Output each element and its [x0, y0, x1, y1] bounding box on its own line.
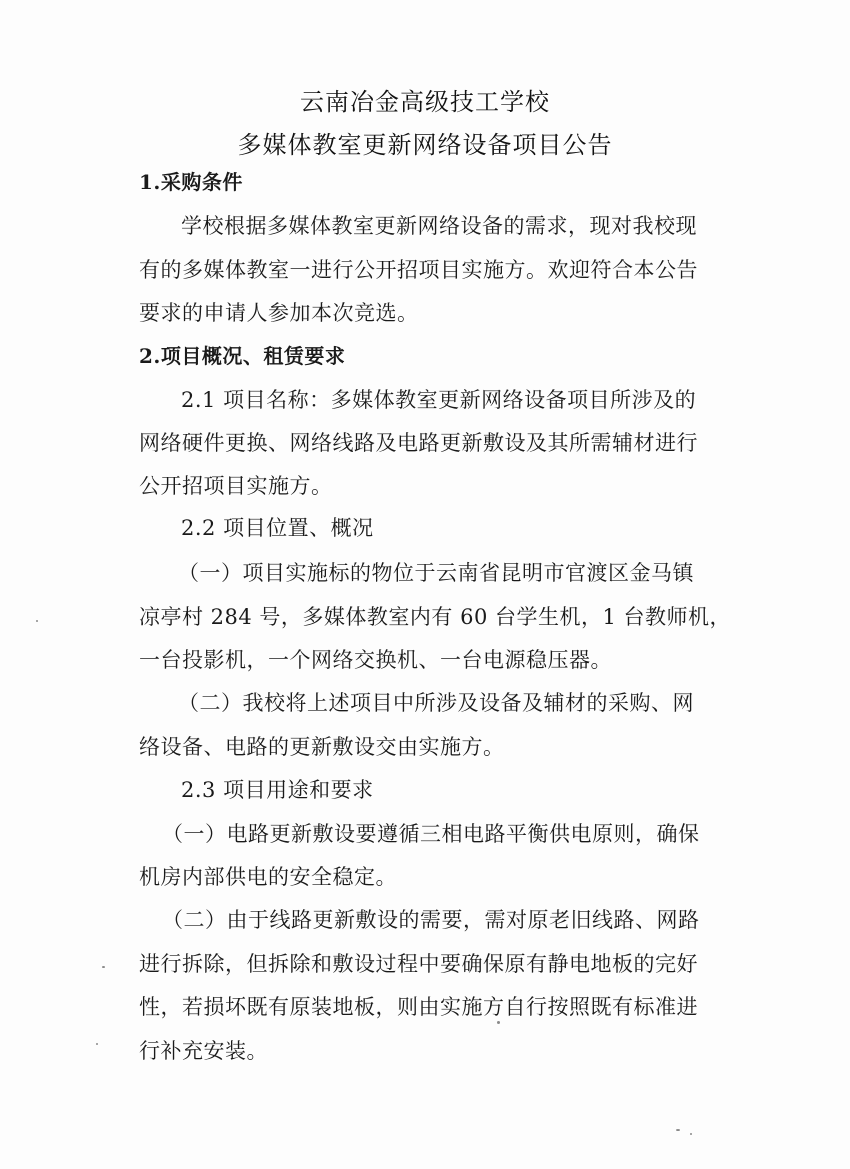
- paragraph-line: （一）电路更新敷设要遵循三相电路平衡供电原则，确保: [162, 822, 700, 846]
- scan-speck: [497, 1021, 500, 1024]
- section-heading-overview: 2.项目概况、租赁要求: [139, 344, 346, 368]
- scan-speck: [96, 1043, 98, 1045]
- paragraph-line: （二）我校将上述项目中所涉及设备及辅材的采购、网: [178, 691, 694, 715]
- scan-speck: [102, 966, 105, 968]
- scan-speck: [676, 1129, 680, 1131]
- section-heading-procurement: 1.采购条件: [139, 170, 243, 194]
- paragraph-line: 机房内部供电的安全稳定。: [139, 865, 397, 889]
- subsection-heading-location: 2.2 项目位置、概况: [181, 516, 374, 540]
- paragraph-line: 一台投影机，一个网络交换机、一台电源稳压器。: [139, 648, 612, 672]
- paragraph-line: 网络硬件更换、网络线路及电路更新敷设及其所需辅材进行: [139, 431, 698, 455]
- paragraph-line: 要求的申请人参加本次竞选。: [139, 301, 419, 325]
- subsection-heading-usage: 2.3 项目用途和要求: [181, 778, 374, 802]
- paragraph-line: 进行拆除，但拆除和敷设过程中要确保原有静电地板的完好: [139, 952, 698, 976]
- paragraph-line: 行补充安装。: [139, 1039, 268, 1063]
- scan-speck: [690, 1133, 692, 1135]
- paragraph-line: （一）项目实施标的物位于云南省昆明市官渡区金马镇: [178, 561, 694, 585]
- paragraph-line: 凉亭村 284 号，多媒体教室内有 60 台学生机，1 台教师机，: [139, 605, 732, 629]
- scan-speck: [36, 620, 38, 622]
- paragraph-line: 络设备、电路的更新敷设交由实施方。: [139, 735, 505, 759]
- paragraph-line: 性，若损坏既有原装地板，则由实施方自行按照既有标准进: [139, 995, 698, 1019]
- paragraph-line: 有的多媒体教室一进行公开招项目实施方。欢迎符合本公告: [139, 258, 698, 282]
- document-title-school: 云南冶金高级技工学校: [300, 88, 550, 116]
- paragraph-line: 公开招项目实施方。: [139, 474, 333, 498]
- paragraph-line: 2.1 项目名称：多媒体教室更新网络设备项目所涉及的: [181, 388, 697, 412]
- paragraph-line: （二）由于线路更新敷设的需要，需对原老旧线路、网路: [162, 908, 700, 932]
- paragraph-line: 学校根据多媒体教室更新网络设备的需求，现对我校现: [181, 214, 697, 238]
- document-title-project: 多媒体教室更新网络设备项目公告: [237, 131, 613, 159]
